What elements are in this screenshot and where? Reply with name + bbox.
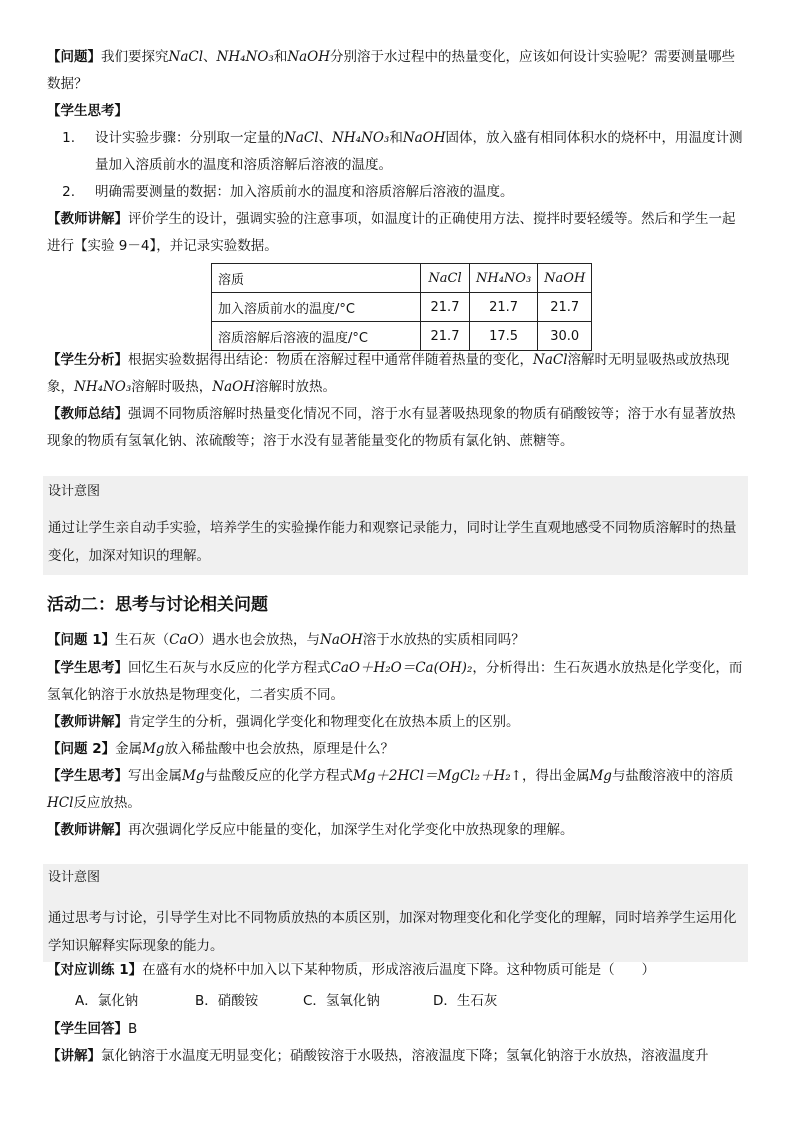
text: 、 [318, 130, 333, 146]
text: 强调不同物质溶解时热量变化情况不同，溶于水有显著吸热现象的物质有硝酸铵等；溶于水有显著放热现象的物质有氢氧化钠、浓硫酸等；溶于水没有显著能量变化的物质有氯化钠、蔗糖等。 [47, 406, 736, 449]
text: 生石灰（ [115, 632, 170, 648]
text: 和 [273, 49, 288, 65]
text: ）遇水也会放热，与 [198, 632, 321, 648]
text: ，得出金属 [521, 768, 590, 784]
text: 溶解时放热。 [255, 379, 336, 395]
text: 与盐酸溶液中的溶质 [611, 768, 734, 784]
formula: CaO [169, 632, 199, 648]
design-intent-box [43, 476, 748, 575]
formula: NaCl [284, 130, 319, 146]
text: 氯化钠溶于水温度无明显变化；硝酸铵溶于水吸热，溶液温度下降；氢氧化钠溶于水放热，溶液温度升 [101, 1048, 709, 1064]
list-number: 1. [62, 130, 75, 146]
student-analysis-paragraph [47, 347, 747, 401]
text: 回忆生石灰与水反应的化学方程式 [128, 660, 331, 676]
text: 与盐酸反应的化学方程式 [204, 768, 353, 784]
table-header-cell: 溶质 [212, 264, 421, 293]
design-intent-body: 通过让学生亲自动手实验，培养学生的实验操作能力和观察记录能力，同时让学生直观地感受不同物质溶解时的热量变化，加深对知识的理解。 [48, 520, 737, 564]
question-tag: 【问题】 [47, 49, 101, 65]
table-cell: 加入溶质前水的温度/°C [212, 293, 421, 322]
text: 金属 [115, 741, 143, 757]
student-answer-tag: 【学生回答】 [47, 1021, 128, 1037]
teacher-summary-tag: 【教师总结】 [47, 406, 128, 422]
list-text [95, 125, 747, 179]
explanation-paragraph [47, 1043, 747, 1070]
table-row [212, 293, 592, 322]
formula: NH₄NO₃ [74, 379, 132, 395]
text: 肯定学生的分析，强调化学变化和物理变化在放热本质上的区别。 [128, 714, 520, 730]
option-b[interactable]: B．硝酸铵 [195, 993, 259, 1009]
table-cell: 21.7 [421, 322, 470, 351]
text: ，分析得出：生石灰遇水放热是化学变化，而氢氧化钠溶于水放热是物理变化，二者实质不同。 [47, 660, 743, 703]
teacher-explain-1-paragraph [47, 709, 747, 736]
design-intent-title: 设计意图 [48, 484, 101, 499]
question-2-tag: 【问题 2】 [47, 741, 116, 757]
teacher-explain-2-paragraph [47, 817, 747, 844]
text: 根据实验数据得出结论：物质在溶解过程中通常伴随着热量的变化， [128, 352, 533, 368]
formula: NaOH [402, 130, 446, 146]
teacher-explain-tag: 【教师讲解】 [47, 714, 128, 730]
text: 再次强调化学反应中能量的变化，加深学生对化学变化中放热现象的理解。 [128, 822, 574, 838]
list-text: 明确需要测量的数据：加入溶质前水的温度和溶质溶解后溶液的温度。 [95, 184, 514, 200]
formula: NH₄NO₃ [332, 130, 390, 146]
equation: Mg＋2HCl＝MgCl₂＋H₂↑ [352, 768, 522, 784]
table-cell: 30.0 [538, 322, 592, 351]
text: 固体，放入盛有相同体积水的烧杯中，用温度计测量加入溶质前水的温度和溶质溶解后溶液的温度。 [95, 130, 743, 173]
student-thinking-heading [47, 98, 747, 125]
formula: NaCl [533, 352, 568, 368]
question-1-tag: 【问题 1】 [47, 632, 116, 648]
formula: Mg [182, 768, 205, 784]
list-number: 2. [62, 184, 75, 200]
formula: NaOH [212, 379, 255, 395]
table-cell: 21.7 [470, 293, 538, 322]
table-header-cell: NaOH [538, 264, 592, 293]
student-thinking-2-paragraph [47, 763, 747, 817]
formula: NaCl [168, 49, 204, 65]
text: 放入稀盐酸中也会放热，原理是什么？ [164, 741, 395, 757]
equation: CaO＋H₂O＝Ca(OH)₂ [330, 660, 473, 676]
text: 溶解时吸热， [131, 379, 213, 395]
answer-value: B [128, 1021, 138, 1037]
text: 在盛有水的烧杯中加入以下某种物质，形成溶液后温度下降。这种物质可能是（ ） [142, 962, 656, 978]
exercise-tag: 【对应训练 1】 [47, 962, 143, 978]
table-cell: 溶质溶解后溶液的温度/°C [212, 322, 421, 351]
design-intent-title: 设计意图 [48, 870, 101, 885]
student-thinking-tag: 【学生思考】 [47, 660, 128, 676]
student-answer-paragraph [47, 1016, 747, 1043]
text: 分别溶于水过程中的热量变化，应该如何设计实验呢？需要测量哪些数据？ [47, 49, 736, 92]
text: 溶解时无明显吸热或放热现象， [47, 352, 730, 395]
table-cell: 21.7 [421, 293, 470, 322]
formula: HCl [47, 795, 74, 811]
teacher-explain-paragraph [47, 206, 747, 260]
table-header-cell: NH₄NO₃ [470, 264, 538, 293]
formula: NaOH [320, 632, 363, 648]
student-analysis-tag: 【学生分析】 [47, 352, 128, 368]
text: 和 [389, 130, 403, 146]
text: 写出金属 [128, 768, 182, 784]
question-2-paragraph [47, 736, 747, 763]
formula: Mg [142, 741, 165, 757]
formula: NaOH [287, 49, 331, 65]
text: 、 [203, 49, 217, 65]
data-table [211, 263, 592, 351]
text: 设计实验步骤：分别取一定量的 [95, 130, 284, 146]
exercise-paragraph [47, 957, 747, 984]
student-thinking-1-paragraph [47, 655, 747, 709]
question-1-paragraph [47, 627, 747, 654]
student-thinking-tag: 【学生思考】 [47, 768, 128, 784]
table-cell: 21.7 [538, 293, 592, 322]
text: 溶于水放热的实质相同吗？ [362, 632, 525, 648]
table-header-row [212, 264, 592, 293]
option-d[interactable]: D．生石灰 [433, 993, 498, 1009]
text: 评价学生的设计，强调实验的注意事项，如温度计的正确使用方法、搅拌时要轻缓等。然后和学生一起进行【实验 9－4】，并记录实验数据。 [47, 211, 736, 254]
student-thinking-tag: 【学生思考】 [47, 103, 128, 119]
teacher-explain-tag: 【教师讲解】 [47, 211, 128, 227]
table-header-cell: NaCl [421, 264, 470, 293]
section-heading: 活动二：思考与讨论相关问题 [47, 595, 268, 615]
teacher-explain-tag: 【教师讲解】 [47, 822, 128, 838]
table-cell: 17.5 [470, 322, 538, 351]
text: 反应放热。 [73, 795, 141, 811]
formula: NH₄NO₃ [216, 49, 274, 65]
explanation-tag: 【讲解】 [47, 1048, 101, 1064]
option-a[interactable]: A．氯化钠 [75, 993, 139, 1009]
teacher-summary-paragraph [47, 401, 747, 455]
text: 我们要探究 [101, 49, 169, 65]
option-c[interactable]: C．氢氧化钠 [303, 993, 380, 1009]
design-intent-box [43, 864, 748, 962]
question-paragraph [47, 44, 747, 98]
design-intent-body: 通过思考与讨论，引导学生对比不同物质放热的本质区别，加深对物理变化和化学变化的理解，同时培养学生运用化学知识解释实际现象的能力。 [48, 910, 737, 954]
formula: Mg [589, 768, 612, 784]
